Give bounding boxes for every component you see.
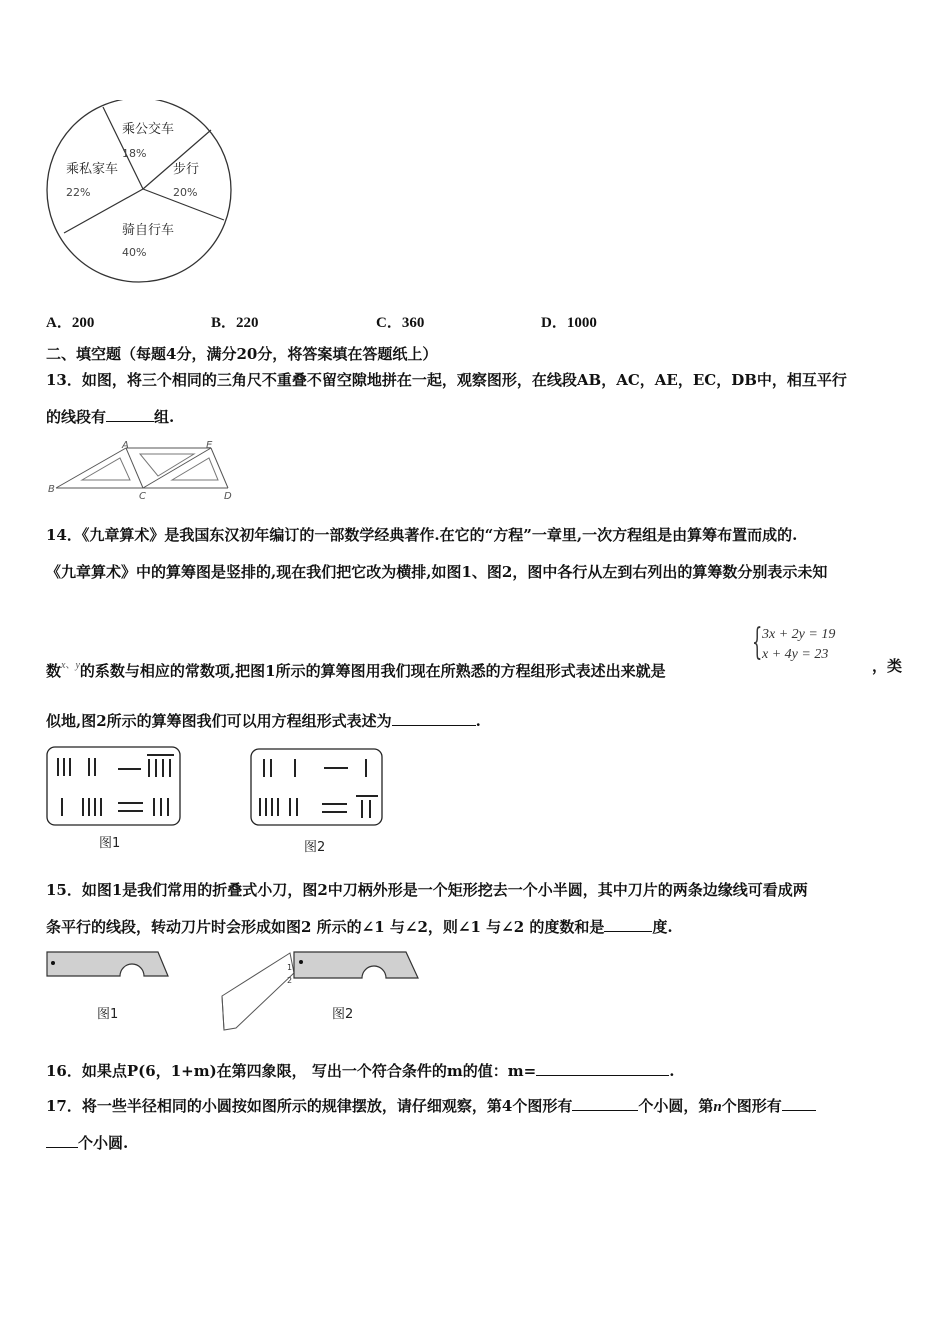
svg-text:1: 1 xyxy=(287,963,293,972)
q14-eq2: x + 4y = 23 xyxy=(762,647,829,662)
q13-line2: 的线段有 组. xyxy=(46,408,175,426)
section-title: 二、填空题（每题4分，满分20分，将答案填在答题纸上） xyxy=(46,345,438,363)
svg-text:D: D xyxy=(224,491,232,502)
pie-slice-percent: 22% xyxy=(66,186,91,199)
q15-answer-blank xyxy=(604,917,652,932)
q17-answer-blank-2a xyxy=(782,1096,816,1111)
svg-text:B: B xyxy=(48,484,55,495)
q15-knife-figure-2 xyxy=(218,948,420,1032)
q14-equation-system: { 3x + 2y = 19 x + 4y = 23 xyxy=(752,622,836,663)
svg-text:A: A xyxy=(122,440,129,451)
svg-text:E: E xyxy=(206,440,213,451)
q17-line1: 17．将一些半径相同的小圆按如图所示的规律摆放，请仔细观察，第4个图形有 个小圆，第n个图形有 xyxy=(46,1096,816,1117)
pie-slice-label: 骑自行车 xyxy=(122,223,175,238)
pie-slice-percent: 20% xyxy=(173,186,198,199)
pie-slice-percent: 40% xyxy=(122,246,147,259)
q15-knife-figure-1 xyxy=(46,950,171,980)
q14-line1: 14．《九章算术》是我国东汉初年编订的一部数学经典著作.在它的“方程”一章里,一次方程组是由算筹布置而成的. xyxy=(46,526,798,544)
pie-slice-label: 乘公交车 xyxy=(122,122,175,137)
q14-eq1: 3x + 2y = 19 xyxy=(762,627,836,642)
q14-line3-start: 数$^{x、y}$的系数与相应的常数项,把图1所示的算筹图用我们现在所熟悉的方程组形式表述出来就是 xyxy=(46,660,666,680)
q15-line2: 条平行的线段，转动刀片时会形成如图2 所示的∠1 与∠2，则∠1 与∠2 的度数和是 度. xyxy=(46,918,673,936)
q14-rod-figure-2 xyxy=(250,748,384,828)
option-a: A．200 xyxy=(46,315,95,331)
q14-answer-blank xyxy=(392,711,476,726)
svg-text:2: 2 xyxy=(287,976,293,985)
option-c: C．360 xyxy=(376,315,425,331)
pie-slice-percent: 18% xyxy=(122,147,147,160)
option-b: B．220 xyxy=(211,315,259,331)
pie-slice-label: 乘私家车 xyxy=(66,162,119,177)
q13-triangles-figure xyxy=(46,440,236,502)
q15-line1: 15．如图1是我们常用的折叠式小刀，图2中刀柄外形是一个矩形挖去一个小半圆，其中刀片的两条边缘线可看成两 xyxy=(46,881,808,899)
q17-line2: 个小圆. xyxy=(46,1133,128,1153)
q14-line3-end: ，类 xyxy=(872,657,903,675)
q13-line1: 13．如图，将三个相同的三角尺不重叠不留空隙地拼在一起，观察图形，在线段AB，AC，AE，EC，DB中，相互平行 xyxy=(46,371,847,389)
q16-line: 16．如果点P(6，1+m)在第四象限， 写出一个符合条件的m的值：m= . xyxy=(46,1062,675,1080)
q15-fig1-caption: 图1 xyxy=(97,1007,119,1022)
option-d: D．1000 xyxy=(541,315,597,331)
q16-answer-blank xyxy=(536,1061,669,1076)
q17-answer-blank-1 xyxy=(572,1096,638,1111)
q14-rod-figure-1 xyxy=(46,746,182,828)
q14-fig1-caption: 图1 xyxy=(99,836,121,851)
q15-fig2-caption: 图2 xyxy=(332,1007,354,1022)
q14-line2: 《九章算术》中的算筹图是竖排的,现在我们把它改为横排,如图1、图2，图中各行从左到右列出的算筹数分别表示未知 xyxy=(46,563,828,581)
q14-fig2-caption: 图2 xyxy=(304,840,326,855)
pie-chart xyxy=(46,100,236,295)
svg-text:C: C xyxy=(139,491,146,502)
q17-answer-blank-2b xyxy=(46,1133,78,1148)
q13-answer-blank xyxy=(106,407,154,422)
q14-line4: 似地,图2所示的算筹图我们可以用方程组形式表述为 . xyxy=(46,712,481,730)
pie-slice-label: 步行 xyxy=(173,162,200,177)
